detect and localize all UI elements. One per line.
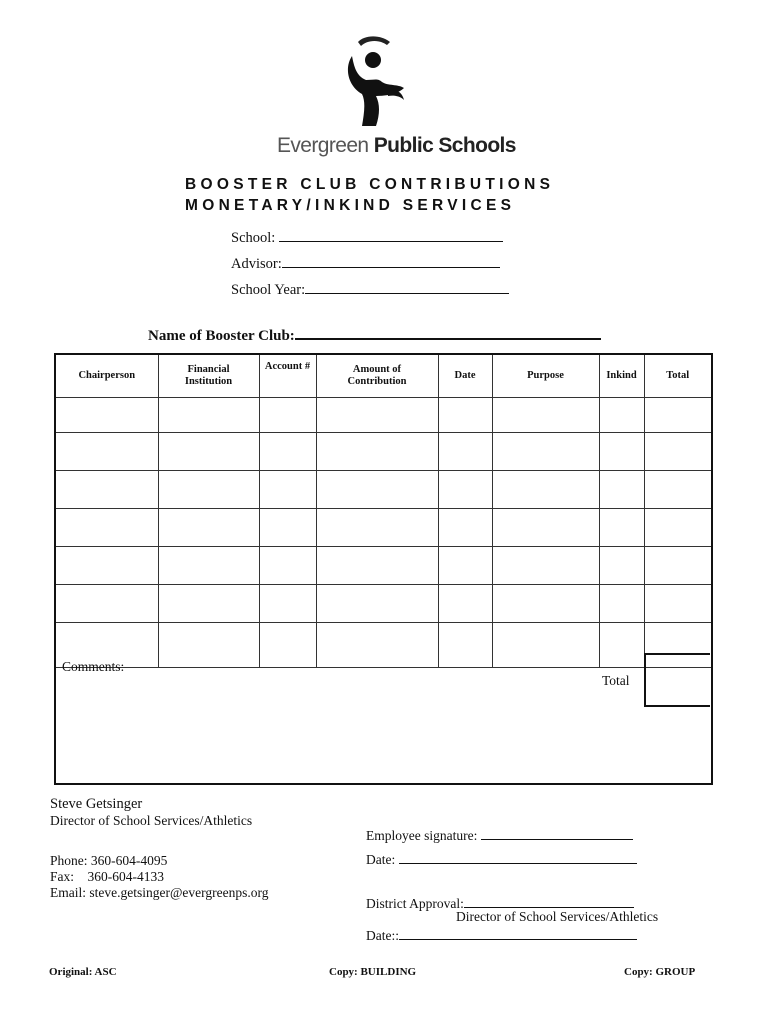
table-cell[interactable]: [56, 585, 158, 623]
table-row: [56, 433, 711, 471]
contributions-form-box: [54, 353, 713, 785]
table-row: [56, 398, 711, 433]
table-cell[interactable]: [259, 623, 316, 668]
total-label: Total: [602, 673, 630, 688]
table-cell[interactable]: [599, 471, 644, 509]
contact-name: Steve Getsinger: [50, 796, 143, 812]
school-year-input-line[interactable]: [305, 279, 509, 294]
table-cell[interactable]: [259, 547, 316, 585]
table-cell[interactable]: [158, 547, 259, 585]
approval-date-line[interactable]: [399, 925, 637, 940]
column-header-account: Account #: [259, 355, 316, 398]
date-label: Date:: [366, 852, 399, 867]
figure-logo-icon: [340, 34, 412, 128]
table-cell[interactable]: [644, 433, 711, 471]
approval-date-label: Date::: [366, 928, 399, 943]
table-cell[interactable]: [492, 398, 599, 433]
table-cell[interactable]: [438, 509, 492, 547]
brand-name-bold: Public Schools: [373, 134, 516, 157]
date-field[interactable]: [366, 849, 637, 868]
school-year-field[interactable]: [231, 279, 509, 299]
column-header-total: Total: [644, 355, 711, 398]
table-cell[interactable]: [316, 471, 438, 509]
table-cell[interactable]: [316, 585, 438, 623]
table-body: [56, 398, 711, 668]
employee-signature-line[interactable]: [481, 825, 633, 840]
table-cell[interactable]: [644, 547, 711, 585]
table-cell[interactable]: [158, 623, 259, 668]
table-cell[interactable]: [259, 398, 316, 433]
table-cell[interactable]: [438, 471, 492, 509]
table-cell[interactable]: [438, 585, 492, 623]
table-cell[interactable]: [158, 585, 259, 623]
column-header-purpose: Purpose: [492, 355, 599, 398]
table-cell[interactable]: [599, 585, 644, 623]
table-cell[interactable]: [259, 433, 316, 471]
district-approval-line[interactable]: [464, 893, 634, 908]
table-row: [56, 471, 711, 509]
form-title-line2: MONETARY/INKIND SERVICES: [185, 197, 516, 214]
table-cell[interactable]: [599, 547, 644, 585]
table-cell[interactable]: [438, 433, 492, 471]
table-row: [56, 509, 711, 547]
table-cell[interactable]: [316, 547, 438, 585]
table-cell[interactable]: [438, 547, 492, 585]
table-cell[interactable]: [56, 398, 158, 433]
table-cell[interactable]: [644, 585, 711, 623]
director-caption: Director of School Services/Athletics: [456, 909, 659, 924]
table-cell[interactable]: [492, 471, 599, 509]
comments-label: Comments:: [62, 659, 125, 674]
table-cell[interactable]: [599, 433, 644, 471]
table-cell[interactable]: [599, 509, 644, 547]
table-cell[interactable]: [644, 398, 711, 433]
booster-club-input-line[interactable]: [295, 324, 601, 340]
table-cell[interactable]: [492, 433, 599, 471]
table-row: [56, 623, 711, 668]
date-line[interactable]: [399, 849, 637, 864]
contact-phone: Phone: 360-604-4095: [50, 853, 168, 868]
booster-club-field[interactable]: [148, 324, 601, 345]
table-cell[interactable]: [644, 509, 711, 547]
brand-name: [277, 134, 516, 158]
table-cell[interactable]: [158, 433, 259, 471]
table-cell[interactable]: [56, 547, 158, 585]
employee-signature-label: Employee signature:: [366, 828, 481, 843]
column-header-date: Date: [438, 355, 492, 398]
brand-name-light: Evergreen: [277, 134, 374, 157]
table-cell[interactable]: [316, 433, 438, 471]
table-cell[interactable]: [492, 509, 599, 547]
table-cell[interactable]: [259, 585, 316, 623]
table-cell[interactable]: [599, 398, 644, 433]
advisor-label: Advisor:: [231, 256, 282, 272]
contact-title: Director of School Services/Athletics: [50, 813, 253, 828]
evergreen-logo: [340, 34, 412, 128]
column-header-amount: Amount of Contribution: [316, 355, 438, 398]
table-cell[interactable]: [492, 547, 599, 585]
contact-fax: Fax: 360-604-4133: [50, 869, 164, 884]
school-label: School:: [231, 230, 276, 246]
contributions-table: [56, 355, 711, 668]
table-cell[interactable]: [316, 398, 438, 433]
table-cell[interactable]: [492, 623, 599, 668]
footer-copy-building: Copy: BUILDING: [329, 966, 417, 978]
school-year-label: School Year:: [231, 282, 306, 298]
column-header-chairperson: Chairperson: [56, 355, 158, 398]
district-approval-label: District Approval:: [366, 896, 464, 911]
school-input-line[interactable]: [279, 227, 503, 242]
table-cell[interactable]: [158, 509, 259, 547]
contact-email: Email: steve.getsinger@evergreenps.org: [50, 885, 269, 900]
table-cell[interactable]: [316, 509, 438, 547]
table-cell[interactable]: [158, 471, 259, 509]
school-field[interactable]: [231, 227, 503, 247]
table-header-row: [56, 355, 711, 398]
booster-club-label: Name of Booster Club:: [148, 328, 295, 344]
column-header-inkind: Inkind: [599, 355, 644, 398]
advisor-field[interactable]: [231, 253, 500, 273]
footer-copy-group: Copy: GROUP: [624, 966, 696, 978]
table-cell[interactable]: [158, 398, 259, 433]
table-cell[interactable]: [599, 623, 644, 668]
table-row: [56, 547, 711, 585]
table-cell[interactable]: [492, 585, 599, 623]
table-row: [56, 585, 711, 623]
employee-signature-field[interactable]: [366, 825, 633, 844]
form-title-line1: BOOSTER CLUB CONTRIBUTIONS: [185, 176, 555, 193]
footer-original: Original: ASC: [49, 966, 117, 978]
table-cell[interactable]: [259, 471, 316, 509]
table-cell[interactable]: [644, 471, 711, 509]
table-cell[interactable]: [259, 509, 316, 547]
table-cell[interactable]: [56, 471, 158, 509]
table-cell[interactable]: [56, 509, 158, 547]
approval-date-field[interactable]: [366, 925, 637, 944]
table-cell[interactable]: [316, 623, 438, 668]
table-cell[interactable]: [56, 433, 158, 471]
column-header-financial-institution: Financial Institution: [158, 355, 259, 398]
table-cell[interactable]: [438, 623, 492, 668]
advisor-input-line[interactable]: [282, 253, 500, 268]
total-input-box[interactable]: [644, 653, 710, 707]
table-cell[interactable]: [438, 398, 492, 433]
